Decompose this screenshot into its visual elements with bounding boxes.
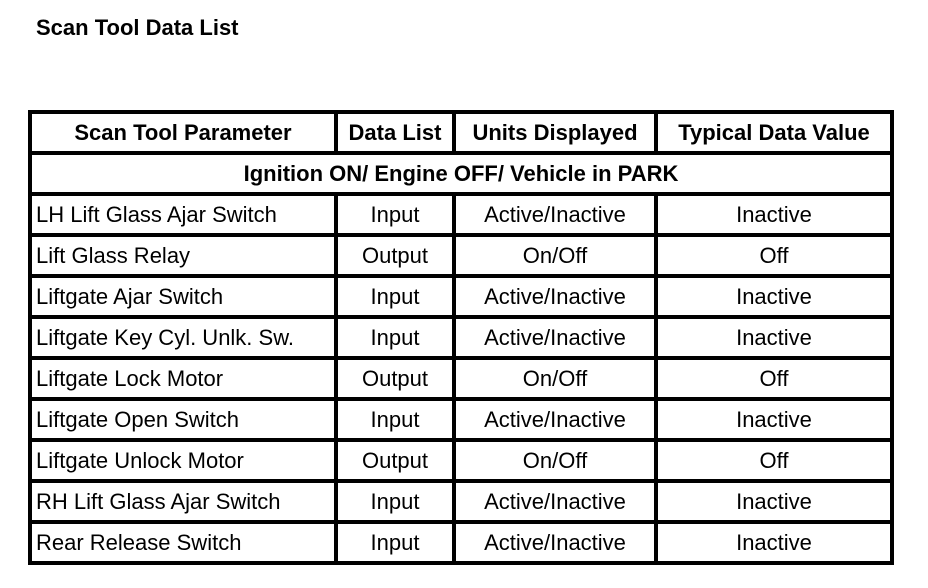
table-row: [32, 196, 890, 233]
table-row: [32, 278, 890, 315]
cell-typical: Inactive: [658, 319, 890, 356]
table-row: [32, 237, 890, 274]
cell-data-list: Input: [338, 278, 452, 315]
cell-parameter: Liftgate Unlock Motor: [32, 442, 334, 479]
header-typical-data-value: Typical Data Value: [658, 114, 890, 151]
cell-parameter: Liftgate Key Cyl. Unlk. Sw.: [32, 319, 334, 356]
page-title: Scan Tool Data List: [36, 15, 239, 40]
cell-data-list: Output: [338, 237, 452, 274]
cell-parameter: Liftgate Lock Motor: [32, 360, 334, 397]
scan-tool-table-frame: [28, 110, 890, 565]
table-row: [32, 524, 890, 561]
header-data-list: Data List: [338, 114, 452, 151]
cell-data-list: Output: [338, 360, 452, 397]
cell-units: On/Off: [456, 360, 654, 397]
cell-parameter: Liftgate Open Switch: [32, 401, 334, 438]
cell-units: On/Off: [456, 237, 654, 274]
cell-typical: Inactive: [658, 196, 890, 233]
table-row: [32, 483, 890, 520]
cell-units: Active/Inactive: [456, 196, 654, 233]
table-row: [32, 319, 890, 356]
cell-parameter: LH Lift Glass Ajar Switch: [32, 196, 334, 233]
cell-data-list: Input: [338, 196, 452, 233]
cell-typical: Off: [658, 442, 890, 479]
header-scan-tool-parameter: Scan Tool Parameter: [32, 114, 334, 151]
cell-data-list: Input: [338, 524, 452, 561]
cell-units: Active/Inactive: [456, 483, 654, 520]
cell-typical: Inactive: [658, 483, 890, 520]
cell-units: On/Off: [456, 442, 654, 479]
cell-parameter: Lift Glass Relay: [32, 237, 334, 274]
cell-units: Active/Inactive: [456, 319, 654, 356]
header-units-displayed: Units Displayed: [456, 114, 654, 151]
cell-units: Active/Inactive: [456, 524, 654, 561]
cell-parameter: Liftgate Ajar Switch: [32, 278, 334, 315]
table-row: [32, 360, 890, 397]
section-label: Ignition ON/ Engine OFF/ Vehicle in PARK: [32, 155, 890, 192]
cell-data-list: Input: [338, 483, 452, 520]
table-row: [32, 401, 890, 438]
cell-parameter: RH Lift Glass Ajar Switch: [32, 483, 334, 520]
cell-data-list: Output: [338, 442, 452, 479]
cell-parameter: Rear Release Switch: [32, 524, 334, 561]
cell-typical: Inactive: [658, 524, 890, 561]
cell-units: Active/Inactive: [456, 278, 654, 315]
cell-typical: Inactive: [658, 278, 890, 315]
section-row: [32, 155, 890, 192]
table-header-row: [32, 114, 890, 151]
cell-data-list: Input: [338, 319, 452, 356]
cell-units: Active/Inactive: [456, 401, 654, 438]
cell-typical: Off: [658, 360, 890, 397]
scan-tool-data-table: [28, 110, 894, 565]
cell-typical: Inactive: [658, 401, 890, 438]
cell-typical: Off: [658, 237, 890, 274]
table-row: [32, 442, 890, 479]
cell-data-list: Input: [338, 401, 452, 438]
